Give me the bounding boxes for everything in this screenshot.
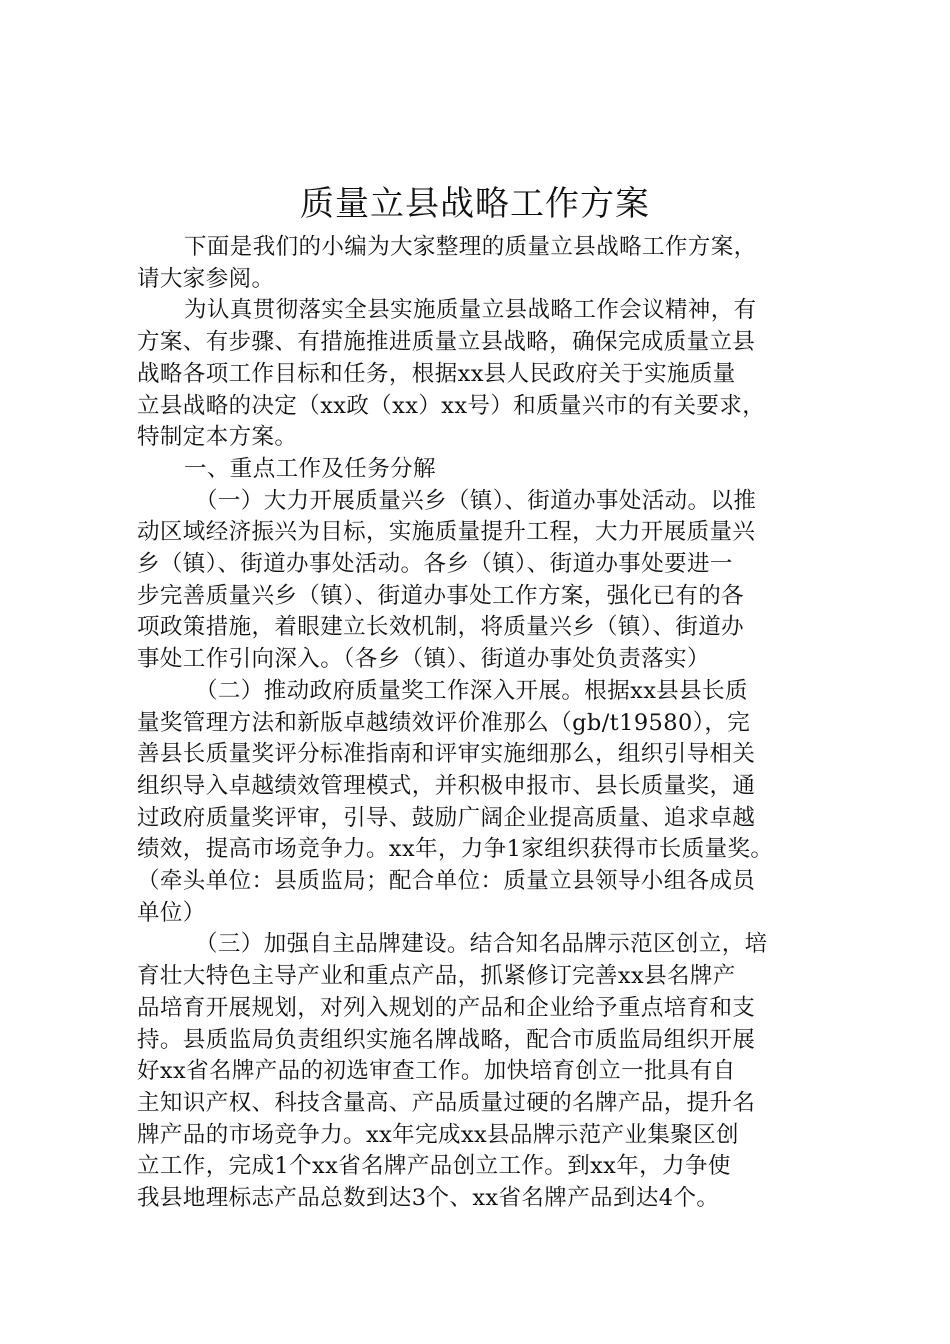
text-line: 特制定本方案。 xyxy=(137,424,298,451)
text-line: 单位） xyxy=(137,899,206,926)
text-line: 项政策措施，着眼建立长效机制，将质量兴乡（镇）、街道办 xyxy=(137,614,745,641)
text-line: 下面是我们的小编为大家整理的质量立县战略工作方案， xyxy=(184,234,757,260)
text-line: 请大家参阅。 xyxy=(137,265,275,292)
text-line: 方案、有步骤、有措施推进质量立县战略，确保完成质量立县 xyxy=(137,329,756,356)
text-line: 育壮大特色主导产业和重点产品，抓紧修订完善xx县名牌产 xyxy=(137,963,736,990)
text-line: 持。县质监局负责组织实施名牌战略，配合市质监局组织开展 xyxy=(137,1026,756,1053)
text-line: 我县地理标志产品总数到达3个、xx省名牌产品到达4个。 xyxy=(137,1185,720,1212)
text-line: 为认真贯彻落实全县实施质量立县战略工作会议精神，有 xyxy=(184,297,757,324)
text-line: 绩效，提高市场竞争力。xx年，力争1家组织获得市长质量奖。 xyxy=(137,836,774,863)
text-line: 事处工作引向深入。（各乡（镇）、街道办事处负责落实） xyxy=(137,646,710,673)
text-line: 主知识产权、科技含量高、产品质量过硬的名牌产品，提升名 xyxy=(137,1089,756,1116)
text-line: 动区域经济振兴为目标，实施质量提升工程，大力开展质量兴 xyxy=(137,519,756,546)
text-line: 战略各项工作目标和任务，根据xx县人民政府关于实施质量 xyxy=(137,360,736,387)
document-title: 质量立县战略工作方案 xyxy=(300,184,650,224)
text-line: 乡（镇）、街道办事处活动。各乡（镇）、街道办事处要进一 xyxy=(137,551,733,578)
text-line: 品培育开展规划，对列入规划的产品和企业给予重点培育和支 xyxy=(137,994,756,1021)
text-line: 牌产品的市场竞争力。xx年完成xx县品牌示范产业集聚区创 xyxy=(137,1121,739,1148)
document-body xyxy=(137,232,827,1215)
text-line: （三）加强自主品牌建设。结合知名品牌示范区创立，培 xyxy=(195,931,768,958)
text-line: 步完善质量兴乡（镇）、街道办事处工作方案，强化已有的各 xyxy=(137,582,745,609)
text-line: （一）大力开展质量兴乡（镇）、街道办事处活动。以推 xyxy=(195,487,757,514)
text-line: 立县战略的决定（xx政（xx）xx号）和质量兴市的有关要求， xyxy=(137,392,766,419)
text-line: 善县长质量奖评分标准指南和评审实施细那么，组织引导相关 xyxy=(137,741,756,768)
text-line: 量奖管理方法和新版卓越绩效评价准那么（gb/t19580），完 xyxy=(137,709,751,736)
text-line: （牵头单位：县质监局；配合单位：质量立县领导小组各成员 xyxy=(137,868,756,895)
text-line: 好xx省名牌产品的初选审查工作。加快培育创立一批具有自 xyxy=(137,1058,736,1085)
text-line: （二）推动政府质量奖工作深入开展。根据xx县县长质 xyxy=(195,677,748,704)
text-line: 立工作，完成1个xx省名牌产品创立工作。到xx年，力争使 xyxy=(137,1153,731,1180)
section-heading: 一、重点工作及任务分解 xyxy=(184,455,436,482)
text-line: 过政府质量奖评审，引导、鼓励广阔企业提高质量、追求卓越 xyxy=(137,804,756,831)
text-line: 组织导入卓越绩效管理模式，并积极申报市、县长质量奖，通 xyxy=(137,772,756,799)
